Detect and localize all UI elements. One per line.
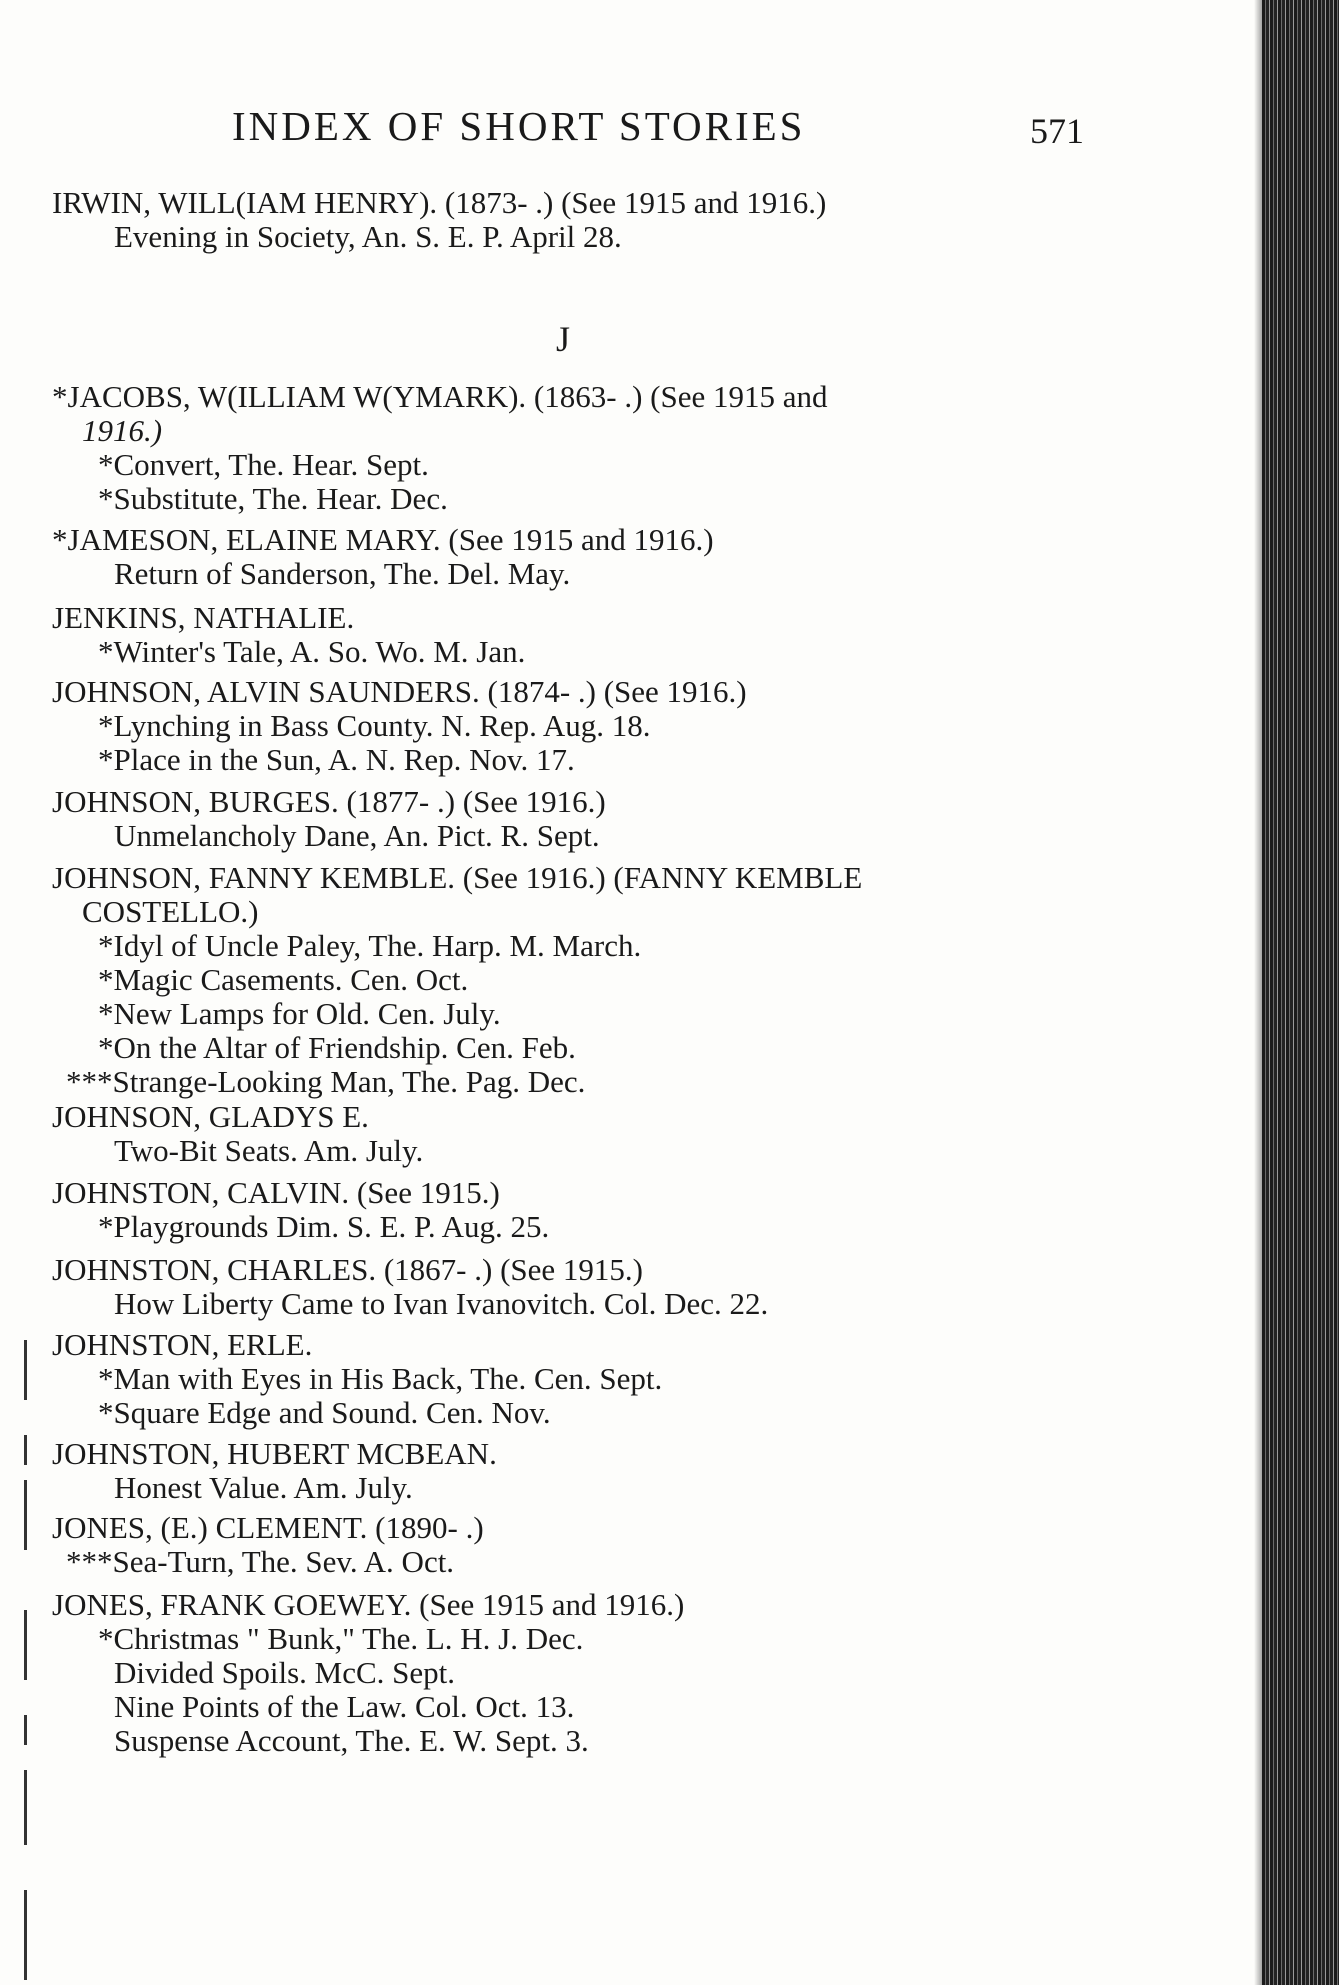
page-number: 571 [1030,111,1084,151]
author-heading-continued: COSTELLO.) [82,894,259,929]
story-line: Return of Sanderson, The. Del. May. [114,556,571,591]
margin-mark [24,1890,27,1980]
story-line: Honest Value. Am. July. [114,1470,413,1505]
story-line: *Idyl of Uncle Paley, The. Harp. M. March. [98,928,642,963]
page-edge-shadow [1262,0,1339,1985]
index-entry-johnston-charles [52,1253,1092,1321]
story-line: Unmelancholy Dane, An. Pict. R. Sept. [114,818,600,853]
index-entry-johnson-alvin [52,675,1092,777]
index-entry-johnston-calvin [52,1176,1092,1244]
story-line: Two-Bit Seats. Am. July. [114,1133,424,1168]
story-line: How Liberty Came to Ivan Ivanovitch. Col. Dec. 22. [114,1286,769,1321]
author-heading: IRWIN, WILL(IAM HENRY). (1873- .) (See 1915 and 1916.) [52,185,827,220]
index-entry-johnston-erle [52,1328,1092,1430]
story-line: *Convert, The. Hear. Sept. [98,447,429,482]
author-heading: JOHNSON, GLADYS E. [52,1099,369,1134]
story-line: ***Sea-Turn, The. Sev. A. Oct. [66,1544,455,1579]
author-heading: JONES, (E.) CLEMENT. (1890- .) [52,1510,484,1545]
margin-mark [24,1770,27,1845]
author-heading: JOHNSON, FANNY KEMBLE. (See 1916.) (FANNY KEMBLE [52,860,863,895]
index-entry-johnson-gladys [52,1100,1092,1168]
index-entry-johnson-fanny [52,861,1092,1099]
author-heading: JOHNSON, ALVIN SAUNDERS. (1874- .) (See 1916.) [52,674,747,709]
story-line: Nine Points of the Law. Col. Oct. 13. [114,1689,575,1724]
author-heading: JOHNSTON, CALVIN. (See 1915.) [52,1175,500,1210]
story-line: *Square Edge and Sound. Cen. Nov. [98,1395,551,1430]
author-heading: JOHNSTON, CHARLES. (1867- .) (See 1915.) [52,1252,643,1287]
story-line: ***Strange-Looking Man, The. Pag. Dec. [66,1064,586,1099]
author-heading: JOHNSTON, HUBERT MCBEAN. [52,1436,497,1471]
author-heading: *JAMESON, ELAINE MARY. (See 1915 and 1916.) [52,522,714,557]
margin-mark [24,1610,27,1680]
story-line: Divided Spoils. McC. Sept. [114,1655,456,1690]
index-entry-irwin [52,186,1092,254]
index-entry-jameson [52,523,1092,591]
section-letter: J [556,319,571,359]
story-line: *Winter's Tale, A. So. Wo. M. Jan. [98,634,526,669]
author-heading: JOHNSTON, ERLE. [52,1327,313,1362]
story-line: *Christmas " Bunk," The. L. H. J. Dec. [98,1621,584,1656]
story-line: *Lynching in Bass County. N. Rep. Aug. 18. [98,708,651,743]
index-entry-jenkins [52,601,1092,669]
story-line: *Magic Casements. Cen. Oct. [98,962,469,997]
author-heading: JONES, FRANK GOEWEY. (See 1915 and 1916.) [52,1587,685,1622]
margin-mark [24,1340,27,1400]
story-line: *On the Altar of Friendship. Cen. Feb. [98,1030,576,1065]
story-line: *Man with Eyes in His Back, The. Cen. Sept. [98,1361,663,1396]
margin-mark [24,1435,27,1465]
index-entry-jones-frank [52,1588,1092,1758]
story-line: *Place in the Sun, A. N. Rep. Nov. 17. [98,742,575,777]
index-entry-johnson-burges [52,785,1092,853]
story-line: Evening in Society, An. S. E. P. April 28. [114,219,622,254]
index-entry-jacobs [52,380,1092,516]
index-entry-jones-clement [52,1511,1092,1579]
margin-mark [24,1480,27,1550]
author-heading: JOHNSON, BURGES. (1877- .) (See 1916.) [52,784,606,819]
running-header: INDEX OF SHORT STORIES [232,103,806,149]
story-line: Suspense Account, The. E. W. Sept. 3. [114,1723,589,1758]
author-heading-continued: 1916.) [82,413,163,448]
index-entry-johnston-hubert [52,1437,1092,1505]
story-line: *Playgrounds Dim. S. E. P. Aug. 25. [98,1209,550,1244]
story-line: *New Lamps for Old. Cen. July. [98,996,501,1031]
story-line: *Substitute, The. Hear. Dec. [98,481,448,516]
author-heading: *JACOBS, W(ILLIAM W(YMARK). (1863- .) (See 1915 and [52,379,828,414]
margin-mark [24,1715,27,1745]
author-heading: JENKINS, NATHALIE. [52,600,355,635]
